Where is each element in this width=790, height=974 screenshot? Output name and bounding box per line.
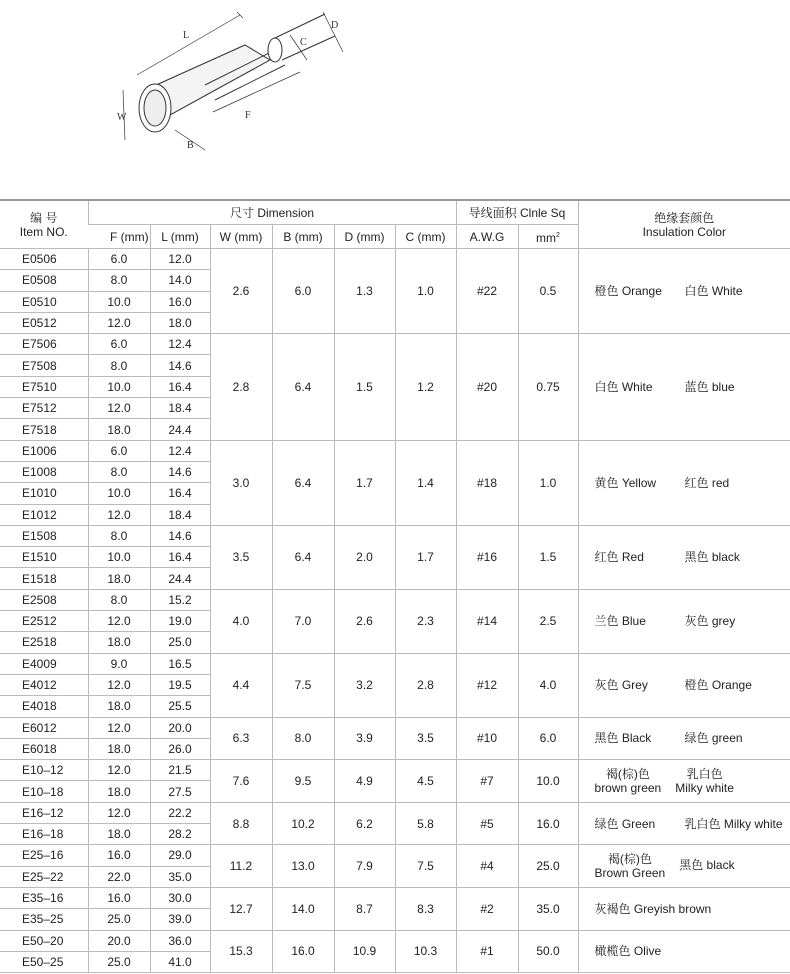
insulation-color — [578, 845, 790, 888]
awg-value: #14 — [456, 589, 518, 653]
f-mm: 10.0 — [88, 376, 150, 397]
f-mm: 18.0 — [88, 632, 150, 653]
item-no: E1508 — [0, 525, 88, 546]
color-text: 褐(棕)色 — [607, 852, 652, 867]
col-d: D (mm) — [334, 225, 395, 249]
dimension-header: 尺寸 Dimension — [88, 200, 456, 225]
item-no: E35–25 — [0, 909, 88, 930]
l-mm: 12.0 — [150, 249, 210, 270]
f-mm: 6.0 — [88, 440, 150, 461]
d-value: 1.7 — [334, 440, 395, 525]
awg-value: #2 — [456, 887, 518, 930]
c-value: 7.5 — [395, 845, 456, 888]
item-no: E4012 — [0, 674, 88, 695]
f-mm: 10.0 — [88, 547, 150, 568]
awg-value: #7 — [456, 760, 518, 803]
col-f: F (mm) — [88, 225, 150, 249]
f-mm: 16.0 — [88, 845, 150, 866]
color-text: 灰色 grey — [684, 614, 736, 629]
mm2-value: 0.75 — [518, 334, 578, 440]
w-value: 6.3 — [210, 717, 272, 760]
item-no: E7508 — [0, 355, 88, 376]
f-mm: 16.0 — [88, 887, 150, 908]
mm2-value: 6.0 — [518, 717, 578, 760]
f-mm: 25.0 — [88, 951, 150, 972]
color-text: 白色 White — [684, 284, 743, 299]
l-mm: 18.4 — [150, 398, 210, 419]
l-mm: 14.6 — [150, 355, 210, 376]
insulation-color — [578, 760, 790, 803]
mm2-value: 10.0 — [518, 760, 578, 803]
item-no: E2518 — [0, 632, 88, 653]
item-no: E0508 — [0, 270, 88, 291]
awg-value: #16 — [456, 525, 518, 589]
color-header — [578, 200, 790, 249]
f-mm: 12.0 — [88, 717, 150, 738]
l-mm: 20.0 — [150, 717, 210, 738]
label-f: F — [245, 110, 251, 121]
w-value: 8.8 — [210, 802, 272, 845]
item-no: E4009 — [0, 653, 88, 674]
color-text: 灰褐色 Greyish brown — [594, 901, 712, 916]
wire-area-header: 导线面积 Clnle Sq — [456, 200, 578, 225]
item-no: E16–18 — [0, 824, 88, 845]
color-text: 乳白色 Milky white — [684, 816, 783, 831]
f-mm: 18.0 — [88, 696, 150, 717]
item-no: E1510 — [0, 547, 88, 568]
b-value: 16.0 — [272, 930, 334, 973]
w-value: 2.8 — [210, 334, 272, 440]
awg-value: #5 — [456, 802, 518, 845]
l-mm: 14.6 — [150, 461, 210, 482]
w-value: 7.6 — [210, 760, 272, 803]
w-value: 3.0 — [210, 440, 272, 525]
f-mm: 8.0 — [88, 525, 150, 546]
insulation-color — [578, 525, 790, 589]
table-row — [0, 760, 790, 781]
f-mm: 12.0 — [88, 611, 150, 632]
insulation-color — [578, 440, 790, 525]
f-mm: 6.0 — [88, 334, 150, 355]
l-mm: 16.4 — [150, 376, 210, 397]
w-value: 2.6 — [210, 249, 272, 334]
col-awg: A.W.G — [456, 225, 518, 249]
b-value: 10.2 — [272, 802, 334, 845]
f-mm: 18.0 — [88, 824, 150, 845]
l-mm: 16.0 — [150, 291, 210, 312]
insulation-color — [578, 717, 790, 760]
item-no: E35–16 — [0, 887, 88, 908]
insulation-color — [578, 930, 790, 973]
l-mm: 39.0 — [150, 909, 210, 930]
c-value: 10.3 — [395, 930, 456, 973]
f-mm: 20.0 — [88, 930, 150, 951]
d-value: 1.3 — [334, 249, 395, 334]
l-mm: 12.4 — [150, 440, 210, 461]
d-value: 1.5 — [334, 334, 395, 440]
col-c: C (mm) — [395, 225, 456, 249]
color-text: 绿色 green — [684, 731, 743, 746]
d-value: 2.0 — [334, 525, 395, 589]
mm2-value: 1.5 — [518, 525, 578, 589]
mm-text: mm — [536, 230, 557, 245]
insulation-color — [578, 589, 790, 653]
color-text: 乳白色 — [686, 766, 723, 781]
mm2-value: 50.0 — [518, 930, 578, 973]
color-text: 蓝色 blue — [684, 379, 735, 394]
insulation-color — [578, 653, 790, 717]
b-value: 14.0 — [272, 887, 334, 930]
d-value: 8.7 — [334, 887, 395, 930]
item-no: E1010 — [0, 483, 88, 504]
item-no: E7518 — [0, 419, 88, 440]
item-no: E7512 — [0, 398, 88, 419]
col-l: L (mm) — [150, 225, 210, 249]
w-value: 11.2 — [210, 845, 272, 888]
item-no: E6018 — [0, 738, 88, 759]
awg-value: #22 — [456, 249, 518, 334]
color-text: 橙色 Orange — [684, 678, 752, 693]
mm2-value: 16.0 — [518, 802, 578, 845]
d-value: 2.6 — [334, 589, 395, 653]
item-no: E0510 — [0, 291, 88, 312]
item-no: E6012 — [0, 717, 88, 738]
w-value: 3.5 — [210, 525, 272, 589]
f-mm: 12.0 — [88, 760, 150, 781]
insulation-color — [578, 249, 790, 334]
ferrule-spec-table — [0, 199, 790, 973]
f-mm: 12.0 — [88, 504, 150, 525]
w-value: 4.4 — [210, 653, 272, 717]
l-mm: 15.2 — [150, 589, 210, 610]
l-mm: 35.0 — [150, 866, 210, 887]
color-text: 绿色 Green — [594, 816, 656, 831]
f-mm: 22.0 — [88, 866, 150, 887]
item-no: E2512 — [0, 611, 88, 632]
color-text: 红色 Red — [594, 550, 644, 565]
color-text: 灰色 Grey — [594, 678, 648, 693]
item-no-header — [0, 200, 88, 249]
item-no: E10–18 — [0, 781, 88, 802]
l-mm: 19.5 — [150, 674, 210, 695]
table-row — [0, 653, 790, 674]
item-no: E1008 — [0, 461, 88, 482]
color-text: Brown Green — [594, 866, 666, 881]
l-mm: 18.4 — [150, 504, 210, 525]
mm2-value: 2.5 — [518, 589, 578, 653]
l-mm: 36.0 — [150, 930, 210, 951]
l-mm: 30.0 — [150, 887, 210, 908]
l-mm: 24.4 — [150, 419, 210, 440]
f-mm: 6.0 — [88, 249, 150, 270]
f-mm: 8.0 — [88, 270, 150, 291]
l-mm: 29.0 — [150, 845, 210, 866]
item-no: E7506 — [0, 334, 88, 355]
item-no: E25–22 — [0, 866, 88, 887]
c-value: 2.3 — [395, 589, 456, 653]
mm-sup: 2 — [556, 231, 560, 239]
color-cn: 绝缘套颜色 — [654, 210, 715, 225]
l-mm: 16.5 — [150, 653, 210, 674]
l-mm: 14.6 — [150, 525, 210, 546]
c-value: 1.7 — [395, 525, 456, 589]
color-text: 橄榄色 Olive — [594, 944, 662, 959]
table-row — [0, 717, 790, 738]
l-mm: 41.0 — [150, 951, 210, 972]
awg-value: #18 — [456, 440, 518, 525]
d-value: 7.9 — [334, 845, 395, 888]
b-value: 13.0 — [272, 845, 334, 888]
b-value: 7.0 — [272, 589, 334, 653]
color-text: 黄色 Yellow — [594, 475, 657, 490]
c-value: 4.5 — [395, 760, 456, 803]
item-no: E16–12 — [0, 802, 88, 823]
d-value: 4.9 — [334, 760, 395, 803]
f-mm: 25.0 — [88, 909, 150, 930]
item-no: E50–25 — [0, 951, 88, 972]
l-mm: 22.2 — [150, 802, 210, 823]
item-no: E25–16 — [0, 845, 88, 866]
f-mm: 8.0 — [88, 355, 150, 376]
awg-value: #4 — [456, 845, 518, 888]
label-b: B — [187, 140, 194, 151]
item-no: E1006 — [0, 440, 88, 461]
w-value: 12.7 — [210, 887, 272, 930]
color-text: 黑色 Black — [594, 731, 652, 746]
table-row — [0, 440, 790, 461]
color-text: Milky white — [675, 780, 734, 795]
color-text: 白色 White — [594, 379, 653, 394]
color-en: Insulation Color — [642, 224, 726, 239]
l-mm: 26.0 — [150, 738, 210, 759]
f-mm: 18.0 — [88, 781, 150, 802]
d-value: 10.9 — [334, 930, 395, 973]
l-mm: 28.2 — [150, 824, 210, 845]
insulation-color — [578, 887, 790, 930]
mm2-value: 0.5 — [518, 249, 578, 334]
f-mm: 8.0 — [88, 461, 150, 482]
mm2-value: 4.0 — [518, 653, 578, 717]
f-mm: 10.0 — [88, 291, 150, 312]
w-value: 15.3 — [210, 930, 272, 973]
insulation-color — [578, 802, 790, 845]
f-mm: 12.0 — [88, 312, 150, 333]
f-mm: 18.0 — [88, 419, 150, 440]
item-no: E50–20 — [0, 930, 88, 951]
insulation-color — [578, 334, 790, 440]
color-text: 黑色 black — [684, 550, 740, 565]
b-value: 6.4 — [272, 334, 334, 440]
c-value: 1.2 — [395, 334, 456, 440]
w-value: 4.0 — [210, 589, 272, 653]
f-mm: 12.0 — [88, 398, 150, 419]
label-c: C — [300, 37, 307, 48]
f-mm: 18.0 — [88, 738, 150, 759]
color-text: 黑色 black — [679, 858, 735, 873]
table-row — [0, 845, 790, 866]
l-mm: 27.5 — [150, 781, 210, 802]
f-mm: 9.0 — [88, 653, 150, 674]
item-no: E1012 — [0, 504, 88, 525]
col-mm2 — [518, 225, 578, 249]
d-value: 3.9 — [334, 717, 395, 760]
color-text: 橙色 Orange — [594, 284, 662, 299]
b-value: 8.0 — [272, 717, 334, 760]
b-value: 6.4 — [272, 525, 334, 589]
awg-value: #20 — [456, 334, 518, 440]
item-no: E10–12 — [0, 760, 88, 781]
l-mm: 25.0 — [150, 632, 210, 653]
item-no: E0506 — [0, 249, 88, 270]
b-value: 9.5 — [272, 760, 334, 803]
l-mm: 18.0 — [150, 312, 210, 333]
b-value: 6.0 — [272, 249, 334, 334]
table-row — [0, 930, 790, 951]
mm2-value: 25.0 — [518, 845, 578, 888]
c-value: 8.3 — [395, 887, 456, 930]
mm2-value: 1.0 — [518, 440, 578, 525]
f-mm: 8.0 — [88, 589, 150, 610]
table-row — [0, 589, 790, 610]
item-no: E4018 — [0, 696, 88, 717]
awg-value: #1 — [456, 930, 518, 973]
item-en: Item NO. — [19, 224, 68, 239]
col-w: W (mm) — [210, 225, 272, 249]
l-mm: 25.5 — [150, 696, 210, 717]
l-mm: 16.4 — [150, 547, 210, 568]
label-d: D — [331, 20, 339, 31]
b-value: 6.4 — [272, 440, 334, 525]
c-value: 1.0 — [395, 249, 456, 334]
item-no: E1518 — [0, 568, 88, 589]
c-value: 1.4 — [395, 440, 456, 525]
table-row — [0, 334, 790, 355]
d-value: 3.2 — [334, 653, 395, 717]
table-row — [0, 249, 790, 270]
color-text: 红色 red — [684, 475, 730, 490]
awg-value: #12 — [456, 653, 518, 717]
item-cn: 编 号 — [30, 210, 58, 225]
mm2-value: 35.0 — [518, 887, 578, 930]
table-row — [0, 525, 790, 546]
color-text: brown green — [594, 780, 662, 795]
l-mm: 24.4 — [150, 568, 210, 589]
f-mm: 10.0 — [88, 483, 150, 504]
table-row — [0, 887, 790, 908]
f-mm: 12.0 — [88, 802, 150, 823]
l-mm: 16.4 — [150, 483, 210, 504]
d-value: 6.2 — [334, 802, 395, 845]
awg-value: #10 — [456, 717, 518, 760]
l-mm: 21.5 — [150, 760, 210, 781]
item-no: E0512 — [0, 312, 88, 333]
c-value: 2.8 — [395, 653, 456, 717]
label-w: W — [117, 112, 127, 123]
l-mm: 14.0 — [150, 270, 210, 291]
label-l: L — [183, 30, 190, 41]
l-mm: 12.4 — [150, 334, 210, 355]
table-row — [0, 802, 790, 823]
item-no: E7510 — [0, 376, 88, 397]
b-value: 7.5 — [272, 653, 334, 717]
l-mm: 19.0 — [150, 611, 210, 632]
c-value: 3.5 — [395, 717, 456, 760]
f-mm: 18.0 — [88, 568, 150, 589]
ferrule-dimension-diagram — [95, 0, 355, 160]
color-text: 褐(棕)色 — [605, 766, 650, 781]
c-value: 5.8 — [395, 802, 456, 845]
color-text: 兰色 Blue — [594, 614, 646, 629]
col-b: B (mm) — [272, 225, 334, 249]
item-no: E2508 — [0, 589, 88, 610]
f-mm: 12.0 — [88, 674, 150, 695]
